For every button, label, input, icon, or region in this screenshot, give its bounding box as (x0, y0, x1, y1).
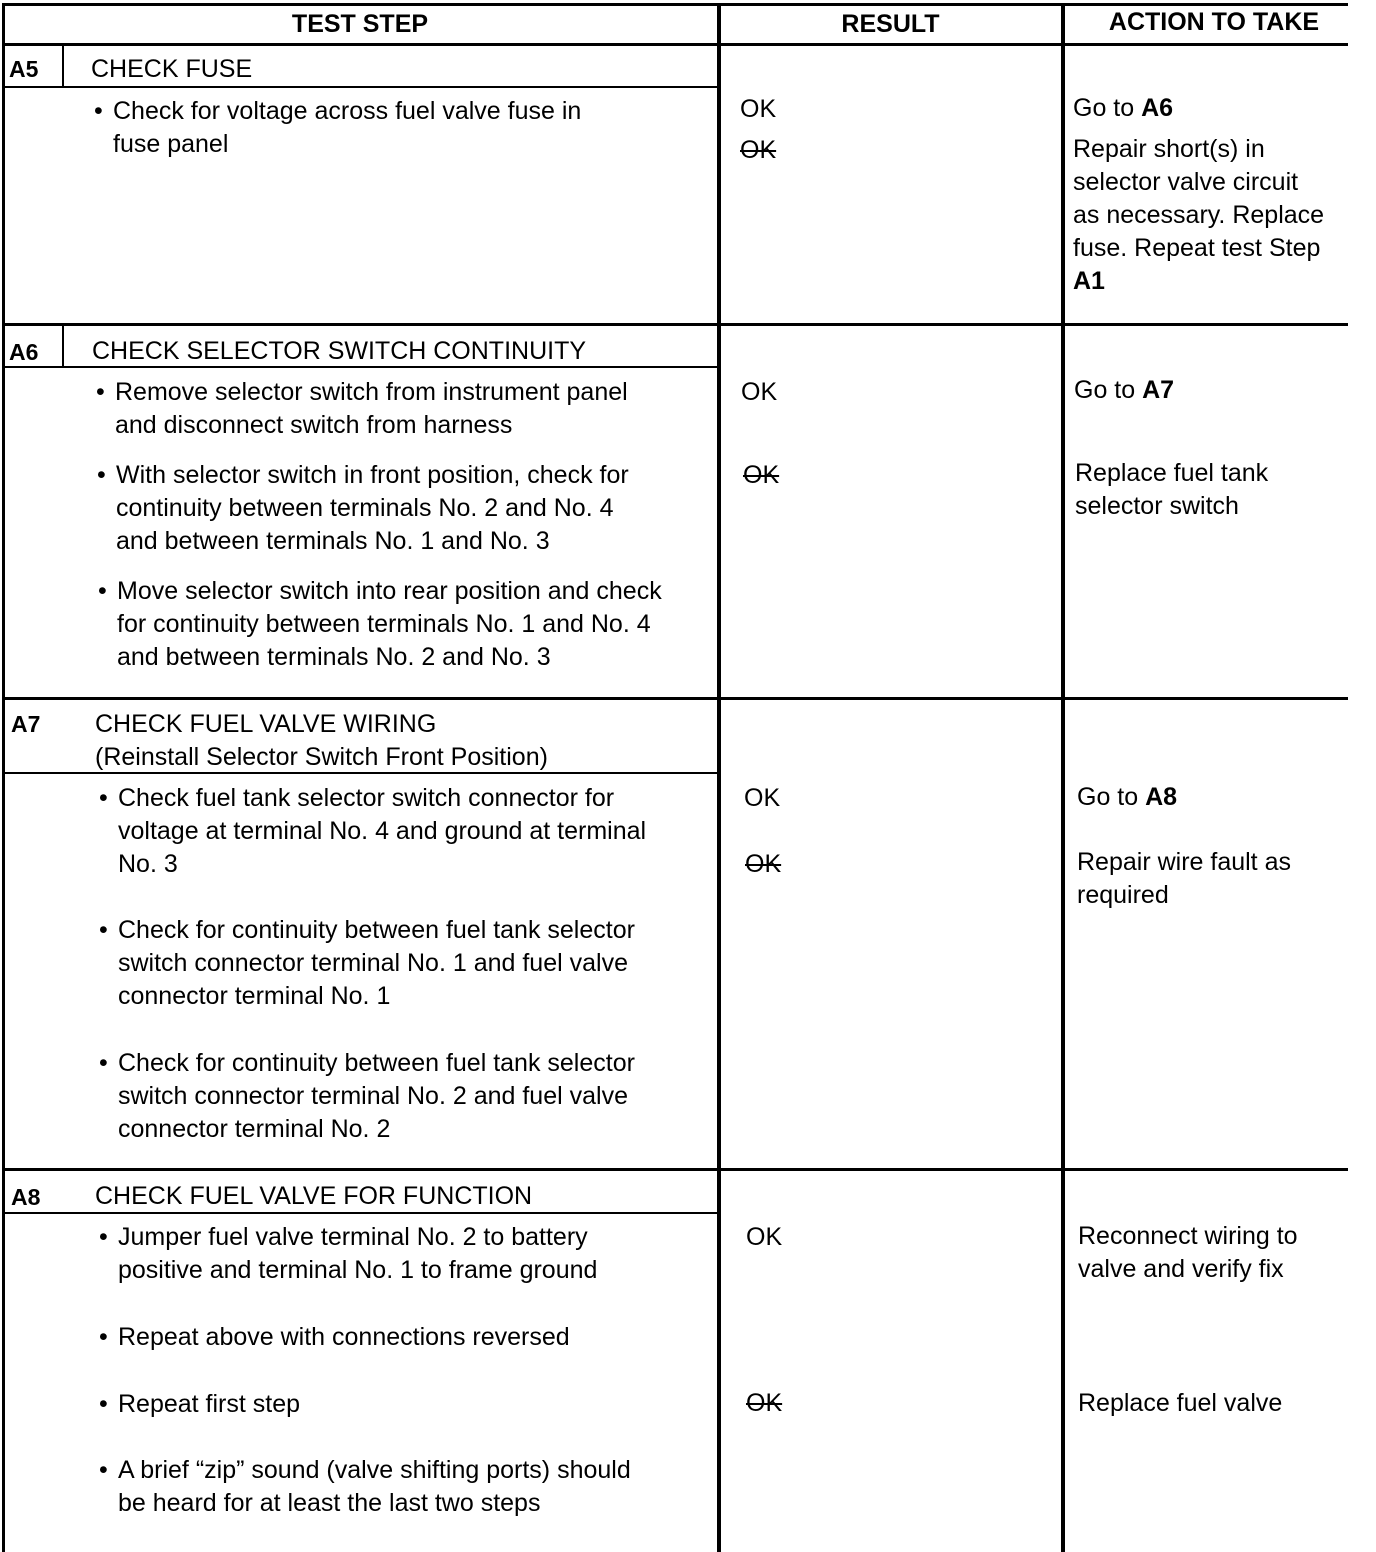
step-title-a7: CHECK FUEL VALVE WIRING (Reinstall Selector Switch Front Position) (95, 708, 548, 774)
bullet-icon: • (99, 784, 108, 812)
bullet-icon: • (99, 1456, 108, 1484)
row-separator-a5-a6 (2, 323, 1348, 326)
a7-bullet-3: • Check for continuity between fuel tank selector switch connector terminal No. 2 and fuel valve connector terminal No. 2 (99, 1049, 635, 1143)
a6-bullet-2: • With selector switch in front position, check for continuity between terminals No. 2 and No. 4 and between terminals No. 1 and No. 3 (97, 461, 629, 555)
a7-result-ok: OK (744, 784, 781, 812)
step-code-a5: A5 (9, 56, 39, 82)
result-column-divider (717, 3, 721, 1552)
a7-bullet-1: • Check fuel tank selector switch connector for voltage at terminal No. 4 and ground at terminal No. 3 (99, 784, 647, 878)
a8-result-not-ok: OK (746, 1389, 783, 1417)
bullet-icon: • (99, 916, 108, 944)
step-code-a8: A8 (11, 1184, 41, 1210)
a5-title-underline (2, 86, 718, 88)
action-column-divider (1061, 3, 1065, 1552)
bullet-icon: • (99, 1323, 108, 1351)
bullet-icon: • (97, 461, 106, 489)
header-action: ACTION TO TAKE (1108, 8, 1320, 36)
step-title-a6: CHECK SELECTOR SWITCH CONTINUITY (92, 337, 587, 365)
bullet-icon: • (94, 97, 103, 125)
a8-bullet-4: • A brief “zip” sound (valve shifting ports) should be heard for at least the last two steps (99, 1456, 631, 1517)
a8-action-2: Replace fuel valve (1078, 1389, 1283, 1417)
a6-result-not-ok: OK (743, 461, 780, 489)
step-title-a5: CHECK FUSE (91, 55, 253, 83)
row-separator-a6-a7 (2, 697, 1348, 700)
a8-bullet-1: • Jumper fuel valve terminal No. 2 to battery positive and terminal No. 1 to frame ground (99, 1223, 598, 1284)
a6-bullet-1: • Remove selector switch from instrument panel and disconnect switch from harness (96, 378, 628, 439)
bullet-icon: • (99, 1390, 108, 1418)
header-bottom-border (2, 43, 1348, 46)
a6-result-ok: OK (741, 378, 778, 406)
a5-action-1: Go to A6 (1073, 94, 1174, 122)
step-code-a6: A6 (9, 339, 39, 365)
step-title-a8: CHECK FUEL VALVE FOR FUNCTION (95, 1182, 533, 1210)
header-test-step: TEST STEP (291, 10, 429, 38)
bullet-icon: • (99, 1223, 108, 1251)
bullet-icon: • (96, 378, 105, 406)
step-code-a7: A7 (11, 711, 41, 737)
bullet-icon: • (98, 577, 107, 605)
a5-code-box-divider (62, 46, 64, 87)
a5-action-2: Repair short(s) in selector valve circuit as necessary. Replace fuse. Repeat test Step A1 (1073, 135, 1325, 295)
a5-result-ok: OK (740, 95, 777, 123)
header-result: RESULT (841, 10, 940, 38)
step-subtitle-a7: (Reinstall Selector Switch Front Position) (95, 743, 548, 771)
a7-bullet-2: • Check for continuity between fuel tank selector switch connector terminal No. 1 and fuel valve connector terminal No. 1 (99, 916, 635, 1010)
bullet-icon: • (99, 1049, 108, 1077)
a6-action-1: Go to A7 (1074, 376, 1175, 404)
a5-bullet-1: • Check for voltage across fuel valve fuse in fuse panel (94, 97, 582, 158)
a6-action-2: Replace fuel tank selector switch (1075, 459, 1269, 520)
a7-action-2: Repair wire fault as required (1077, 848, 1291, 909)
table-top-border (2, 3, 1348, 6)
row-separator-a7-a8 (2, 1168, 1348, 1171)
a5-result-not-ok: OK (740, 136, 777, 164)
a8-result-ok: OK (746, 1223, 783, 1251)
a8-bullet-3: • Repeat first step (118, 1388, 300, 1421)
a8-bullet-2: • Repeat above with connections reversed (118, 1321, 570, 1354)
a7-result-not-ok: OK (745, 850, 782, 878)
table-left-border (2, 3, 5, 1552)
a7-action-1: Go to A8 (1077, 783, 1178, 811)
a8-action-1: Reconnect wiring to valve and verify fix (1078, 1222, 1298, 1283)
a6-bullet-3: • Move selector switch into rear position and check for continuity between terminals No. 1 and No. 4 and between terminals No. 2 and No. 3 (98, 577, 662, 671)
a6-code-box-divider (62, 326, 64, 367)
